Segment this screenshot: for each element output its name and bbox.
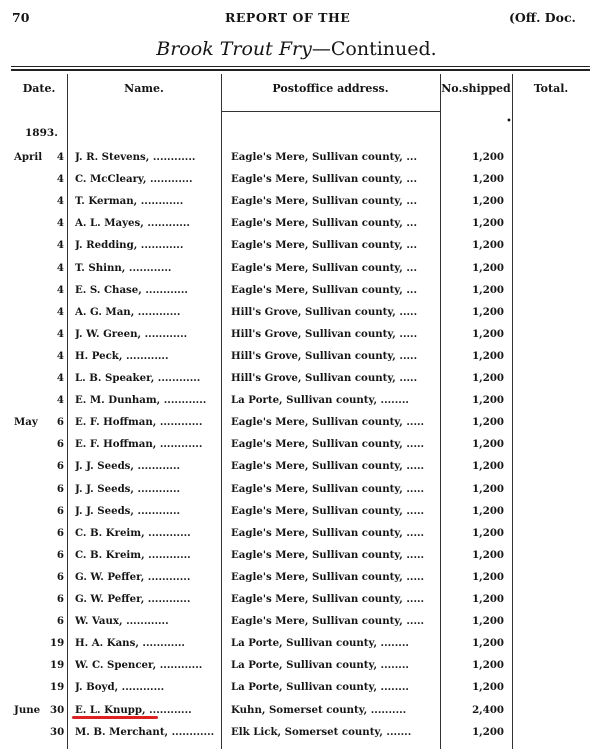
consignee-name: J. J. Seeds, ............	[75, 505, 181, 517]
table-row	[0, 479, 593, 499]
section-title-italic: Brook Trout Fry	[156, 38, 312, 60]
number-shipped: 1,200	[472, 173, 504, 185]
date-day: 4	[56, 239, 64, 251]
postoffice-address: Eagle's Mere, Sullivan county, ...	[231, 217, 417, 229]
postoffice-address: Eagle's Mere, Sullivan county, ...	[231, 173, 417, 185]
number-shipped: 1,200	[472, 350, 504, 362]
date-day: 6	[56, 527, 64, 539]
postoffice-address: Eagle's Mere, Sullivan county, .....	[231, 549, 425, 561]
number-shipped: 1,200	[472, 284, 504, 296]
consignee-name: A. G. Man, ............	[75, 306, 181, 318]
date-day: 4	[56, 217, 64, 229]
table-row	[0, 545, 593, 565]
column-header-date: Date.	[22, 82, 56, 95]
consignee-name: J. Redding, ............	[75, 239, 184, 251]
table-row	[0, 611, 593, 631]
number-shipped: 1,200	[472, 659, 504, 671]
postoffice-address: Hill's Grove, Sullivan county, .....	[231, 372, 418, 384]
postoffice-address: La Porte, Sullivan county, ........	[231, 659, 409, 671]
column-header-address: Postoffice address.	[272, 82, 389, 95]
number-shipped: 1,200	[472, 681, 504, 693]
table-row	[0, 368, 593, 388]
consignee-name: E. F. Hoffman, ............	[75, 438, 203, 450]
date-day: 4	[56, 173, 64, 185]
postoffice-address: Hill's Grove, Sullivan county, .....	[231, 350, 418, 362]
number-shipped: 1,200	[472, 460, 504, 472]
table-row	[0, 213, 593, 233]
postoffice-address: Elk Lick, Somerset county, .......	[231, 726, 412, 738]
postoffice-address: Eagle's Mere, Sullivan county, ...	[231, 195, 417, 207]
date-day: 4	[56, 350, 64, 362]
postoffice-address: Eagle's Mere, Sullivan county, .....	[231, 505, 425, 517]
table-row	[0, 280, 593, 300]
postoffice-address: Eagle's Mere, Sullivan county, .....	[231, 416, 425, 428]
postoffice-address: Eagle's Mere, Sullivan county, .....	[231, 571, 425, 583]
consignee-name: E. F. Hoffman, ............	[75, 416, 203, 428]
consignee-name: E. S. Chase, ............	[75, 284, 188, 296]
number-shipped: 1,200	[472, 328, 504, 340]
column-header-total: Total.	[533, 82, 569, 95]
postoffice-address: Eagle's Mere, Sullivan county, .....	[231, 438, 425, 450]
number-shipped: 1,200	[472, 637, 504, 649]
consignee-name: E. L. Knupp, ............	[75, 704, 192, 716]
consignee-name: E. M. Dunham, ............	[75, 394, 207, 406]
postoffice-address: Eagle's Mere, Sullivan county, ...	[231, 284, 417, 296]
consignee-name: M. B. Merchant, ............	[75, 726, 215, 738]
date-day: 6	[56, 416, 64, 428]
table-row	[0, 501, 593, 521]
header-underline	[221, 111, 440, 112]
date-day: 4	[56, 195, 64, 207]
date-day: 6	[56, 615, 64, 627]
postoffice-address: Hill's Grove, Sullivan county, .....	[231, 306, 418, 318]
number-shipped: 1,200	[472, 505, 504, 517]
postoffice-address: Hill's Grove, Sullivan county, .....	[231, 328, 418, 340]
table-row	[0, 302, 593, 322]
consignee-name: W. C. Spencer, ............	[75, 659, 203, 671]
postoffice-address: La Porte, Sullivan county, ........	[231, 637, 409, 649]
postoffice-address: Eagle's Mere, Sullivan county, .....	[231, 593, 425, 605]
consignee-name: C. B. Kreim, ............	[75, 549, 191, 561]
date-day: 6	[56, 549, 64, 561]
number-shipped: 1,200	[472, 239, 504, 251]
date-day: 30	[50, 704, 65, 716]
date-month: April	[14, 151, 43, 163]
date-day: 4	[56, 372, 64, 384]
table-top-rule-heavy	[11, 69, 590, 71]
table-row	[0, 235, 593, 255]
postoffice-address: Eagle's Mere, Sullivan county, ...	[231, 262, 417, 274]
postoffice-address: Eagle's Mere, Sullivan county, ...	[231, 151, 417, 163]
postoffice-address: Kuhn, Somerset county, ..........	[231, 704, 407, 716]
column-header-name: Name.	[124, 82, 164, 95]
table-row	[0, 456, 593, 476]
date-day: 6	[56, 505, 64, 517]
date-day: 4	[56, 151, 64, 163]
date-day: 6	[56, 593, 64, 605]
table-row	[0, 147, 593, 167]
number-shipped: 1,200	[472, 438, 504, 450]
table-row	[0, 346, 593, 366]
postoffice-address: Eagle's Mere, Sullivan county, .....	[231, 483, 425, 495]
date-day: 4	[56, 262, 64, 274]
number-shipped: 1,200	[472, 306, 504, 318]
date-day: 19	[50, 659, 65, 671]
running-title: REPORT OF THE	[225, 10, 351, 25]
consignee-name: J. J. Seeds, ............	[75, 460, 181, 472]
consignee-name: G. W. Peffer, ............	[75, 571, 191, 583]
consignee-name: C. B. Kreim, ............	[75, 527, 191, 539]
consignee-name: C. McCleary, ............	[75, 173, 193, 185]
number-shipped: 1,200	[472, 549, 504, 561]
table-row	[0, 169, 593, 189]
date-day: 6	[56, 438, 64, 450]
shipped-mark: •	[506, 116, 512, 127]
postoffice-address: La Porte, Sullivan county, ........	[231, 681, 409, 693]
table-row	[0, 258, 593, 278]
date-day: 4	[56, 284, 64, 296]
consignee-name: T. Shinn, ............	[75, 262, 172, 274]
number-shipped: 1,200	[472, 726, 504, 738]
consignee-name: G. W. Peffer, ............	[75, 593, 191, 605]
number-shipped: 1,200	[472, 527, 504, 539]
section-title	[0, 38, 593, 60]
section-title-rest: —Continued.	[311, 38, 437, 60]
date-day: 19	[50, 681, 65, 693]
consignee-name: H. A. Kans, ............	[75, 637, 185, 649]
postoffice-address: Eagle's Mere, Sullivan county, ...	[231, 239, 417, 251]
number-shipped: 1,200	[472, 615, 504, 627]
table-row	[0, 567, 593, 587]
consignee-name: L. B. Speaker, ............	[75, 372, 201, 384]
red-underline-annotation	[72, 716, 158, 719]
date-day: 6	[56, 571, 64, 583]
date-day: 6	[56, 460, 64, 472]
date-day: 4	[56, 306, 64, 318]
table-row	[0, 655, 593, 675]
number-shipped: 1,200	[472, 372, 504, 384]
date-day: 6	[56, 483, 64, 495]
table-row	[0, 523, 593, 543]
table-row	[0, 191, 593, 211]
number-shipped: 1,200	[472, 483, 504, 495]
postoffice-address: Eagle's Mere, Sullivan county, .....	[231, 460, 425, 472]
table-row	[0, 589, 593, 609]
postoffice-address: Eagle's Mere, Sullivan county, .....	[231, 527, 425, 539]
table-row	[0, 722, 593, 742]
date-month: May	[14, 416, 38, 428]
date-day: 4	[56, 328, 64, 340]
consignee-name: J. J. Seeds, ............	[75, 483, 181, 495]
number-shipped: 1,200	[472, 195, 504, 207]
consignee-name: A. L. Mayes, ............	[75, 217, 190, 229]
number-shipped: 1,200	[472, 217, 504, 229]
consignee-name: H. Peck, ............	[75, 350, 169, 362]
column-header-shipped: No.shipped	[441, 82, 511, 95]
date-month: June	[14, 704, 41, 716]
date-day: 30	[50, 726, 65, 738]
table-row	[0, 434, 593, 454]
table-row	[0, 324, 593, 344]
document-reference: (Off. Doc.	[509, 10, 576, 25]
number-shipped: 2,400	[472, 704, 504, 716]
table-top-rule	[11, 66, 590, 67]
number-shipped: 1,200	[472, 416, 504, 428]
number-shipped: 1,200	[472, 151, 504, 163]
consignee-name: T. Kerman, ............	[75, 195, 184, 207]
consignee-name: J. Boyd, ............	[75, 681, 165, 693]
number-shipped: 1,200	[472, 593, 504, 605]
postoffice-address: Eagle's Mere, Sullivan county, .....	[231, 615, 425, 627]
consignee-name: J. W. Green, ............	[75, 328, 188, 340]
postoffice-address: La Porte, Sullivan county, ........	[231, 394, 409, 406]
number-shipped: 1,200	[472, 571, 504, 583]
date-day: 4	[56, 394, 64, 406]
consignee-name: J. R. Stevens, ............	[75, 151, 196, 163]
number-shipped: 1,200	[472, 394, 504, 406]
page-number: 70	[12, 10, 30, 25]
table-row	[0, 677, 593, 697]
table-row	[0, 633, 593, 653]
number-shipped: 1,200	[472, 262, 504, 274]
table-row	[0, 412, 593, 432]
year-label: 1893.	[25, 127, 58, 139]
date-day: 19	[50, 637, 65, 649]
table-row	[0, 390, 593, 410]
consignee-name: W. Vaux, ............	[75, 615, 169, 627]
